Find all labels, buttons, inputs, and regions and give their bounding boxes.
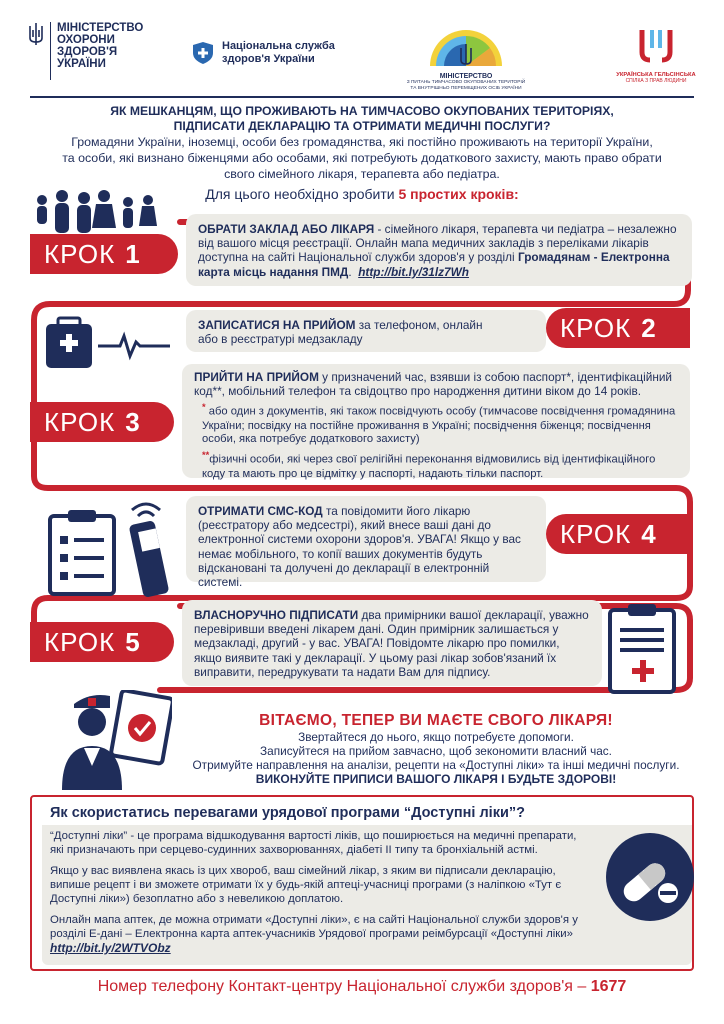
- uhhr-sub: СПІЛКА З ПРАВ ЛЮДИНИ: [625, 78, 687, 84]
- program-box: [30, 795, 694, 971]
- step-4-text: та повідомити його лікарю (реєстратору або медсестрі), який внесе ваші дані до електронної системи охорони здоров'я. УВАГА! Якщо у вас немає мобільного, то копії ваших документів будуть відскановані та долучені до декларації в електронній системі.: [198, 504, 521, 590]
- step-2-title: ЗАПИСАТИСЯ НА ПРИЙОМ: [198, 318, 356, 332]
- krok-3-label: КРОК 3: [30, 402, 174, 442]
- header: [0, 0, 724, 92]
- krok-4-label: КРОК 4: [546, 514, 690, 554]
- intro-paragraph-1: Громадяни України, іноземці, особи без громадянства, які постійно проживають на території України,: [71, 135, 653, 149]
- step-3-title: ПРИЙТИ НА ПРИЙОМ: [194, 370, 319, 384]
- intro-question-1: ЯК МЕШКАНЦЯМ, ЩО ПРОЖИВАЮТЬ НА ТИМЧАСОВО ОКУПОВАНИХ ТЕРИТОРІЯХ,: [110, 104, 614, 118]
- mtot-sub1: З ПИТАНЬ ТИМЧАСОВО ОКУПОВАНИХ ТЕРИТОРІЙ: [406, 80, 526, 85]
- step-1-title: ОБРАТИ ЗАКЛАД АБО ЛІКАРЯ: [198, 222, 375, 236]
- step-4-box: [186, 496, 546, 590]
- trident-icon: [28, 22, 44, 46]
- declaration-icon: [606, 602, 678, 694]
- pills-icon: [606, 833, 694, 921]
- family-icon: [32, 186, 172, 236]
- program-para-3: Онлайн мапа аптек, де можна отримати «Доступні ліки», є на сайті Національної служби здоров'я у розділі Е-дані – Електронна карта аптек-учасників Урядової програми реімбурсації «Доступні ліки» http://bit.ly/2WTVObz: [50, 914, 578, 955]
- hotline-number[interactable]: 1677: [590, 978, 627, 995]
- intro-paragraph-3: свого сімейного лікаря, терапевта або педіатра.: [224, 167, 500, 181]
- step-3-note-1: * або один з документів, які також посвідчують особу (тимчасове посвідчення громадянина України; посвідку на постійне проживання в Україні; посвідчення біженця; посвідчення особи, яка потребує додаткового захисту): [202, 402, 676, 445]
- footer-hotline: Номер телефону Контакт-центру Національної служби здоров'я – 1677: [97, 978, 627, 995]
- step-5-text: два примірники вашої декларації, уважно перевіривши введені лікарем дані. Один примірник залишається у медзакладі, другий - у вас. УВАГА! Повідомте лікарю про помилки, якщо виявите такі у декларації. У цьому разі лікар зобов'язаний їх виправити, передрукувати та надати Вам для підпису.: [194, 608, 589, 679]
- nszu-shield-icon: [192, 41, 214, 65]
- congrats-emphasis: ВИКОНУЙТЕ ПРИПИСИ ВАШОГО ЛІКАРЯ І БУДЬТЕ ЗДОРОВІ!: [255, 772, 617, 786]
- mtot-sub2: ТА ВНУТРІШНЬО ПЕРЕМІЩЕНИХ ОСІБ УКРАЇНИ: [410, 86, 522, 91]
- step-5-title: ВЛАСНОРУЧНО ПІДПИСАТИ: [194, 608, 359, 622]
- step-3-note-2: **фізичні особи, які через свої релігійні переконання відмовились від ідентифікаційного коду та мають про це відмітку у паспорті, надають тільки паспорт.: [202, 450, 656, 480]
- intro-question-2: ПІДПИСАТИ ДЕКЛАРАЦІЮ ТА ОТРИМАТИ МЕДИЧНІ ПОСЛУГИ?: [173, 119, 551, 133]
- program-text: [50, 829, 580, 963]
- medical-kit-icon: [44, 316, 174, 372]
- congrats-line-3: Отримуйте направлення на аналізи, рецепти на «Доступні ліки» та інші медичні послуги.: [192, 758, 680, 772]
- step-4-title: ОТРИМАТИ СМС-КОД: [198, 504, 323, 518]
- moz-name: МІНІСТЕРСТВО ОХОРОНИ ЗДОРОВ'Я УКРАЇНИ: [57, 22, 144, 70]
- step-1-text: - сімейного лікаря, терапевта чи педіатра – незалежно від вашого місця реєстрації. Онлайн мапа медичних закладів з переліками лікарів доступна на сайті Національної служби здоров'я у розділі: [198, 222, 677, 265]
- mtot-logo: [396, 22, 536, 92]
- uhhr-logo-icon: [638, 26, 674, 64]
- krok-2-label: КРОК 2: [546, 308, 690, 348]
- moz-logo: [28, 22, 143, 80]
- checklist-icon: [48, 508, 118, 596]
- uhhr-logo: [616, 26, 696, 84]
- step-3-text: у призначений час, взявши із собою паспорт*, ідентифікаційний код**, мобільний телефон та свідоцтво про народження дитини віком до 14 років.: [194, 370, 673, 399]
- step-3-box: [182, 364, 690, 478]
- congrats-line-2: Записуйтеся на прийом завчасно, щоб зекономити власний час.: [260, 744, 612, 758]
- program-para-2: Якщо у вас виявлена якась із цих хвороб, ваш сімейний лікар, з яким ви підписали декларацію, випише рецепт і ви зможете отримати їх у будь-якій аптеці-учасниці програми (з наліпкою «Тут є Доступні ліки») безоплатно або з невеликою доплатою.: [50, 865, 562, 905]
- header-divider: [30, 96, 694, 98]
- step-2-text-1: за телефоном, онлайн: [355, 318, 483, 332]
- mtot-emblem-icon: [424, 22, 508, 66]
- step-2-box: [186, 310, 546, 352]
- program-para-1: “Доступні ліки” - це програма відшкодування вартості ліків, що поширюється на медичні препарати, які призначають при серцево-судинних захворюваннях, діабеті II типу та бронхіальній астмі.: [50, 830, 577, 856]
- mtot-title: МІНІСТЕРСТВО: [439, 73, 493, 80]
- program-title: Як скористатись перевагами урядової програми “Доступні ліки”?: [50, 805, 525, 821]
- uhhr-title: УКРАЇНСЬКА ГЕЛЬСІНСЬКА: [616, 72, 696, 78]
- congrats: [176, 712, 696, 787]
- nszu-logo: [192, 40, 352, 66]
- congrats-heading: ВІТАЄМО, ТЕПЕР ВИ МАЄТЕ СВОГО ЛІКАРЯ!: [259, 712, 613, 729]
- krok-5-label: КРОК 5: [30, 622, 174, 662]
- logo-divider: [50, 22, 51, 80]
- steps-intro: Для цього необхідно зробити 5 простих кроків:: [205, 186, 519, 202]
- step-1-box: ОБРАТИ ЗАКЛАД АБО ЛІКАРЯ - сімейного лікаря, терапевта чи педіатра – незалежно від вашого місця реєстрації. Онлайн мапа медичних закладів з переліками лікарів доступна на сайті Національної служби здоров'я у розділі Громадянам - Електронна карта місць надання ПМД. http://bit.ly/31lz7Wh: [186, 214, 692, 286]
- doctor-icon: [60, 690, 172, 794]
- step-1-bold: Громадянам - Електронна карта місць надання ПМД: [198, 250, 670, 279]
- step-2-text-2: або в реєстратурі медзакладу: [198, 332, 363, 347]
- step-5-box: [182, 600, 602, 686]
- intro-paragraph-2: та особи, які визнано біженцями або особами, які потребують додаткового захисту, мають право обрати: [62, 151, 662, 165]
- nszu-name: Національна служба здоров'я України: [222, 40, 335, 65]
- krok-1-label: КРОК 1: [30, 234, 178, 274]
- program-link[interactable]: http://bit.ly/2WTVObz: [50, 941, 171, 955]
- step-1-link[interactable]: http://bit.ly/31lz7Wh: [358, 264, 469, 279]
- mobile-phone-icon: [124, 500, 172, 600]
- congrats-line-1: Звертайтеся до нього, якщо потребуєте допомоги.: [298, 730, 574, 744]
